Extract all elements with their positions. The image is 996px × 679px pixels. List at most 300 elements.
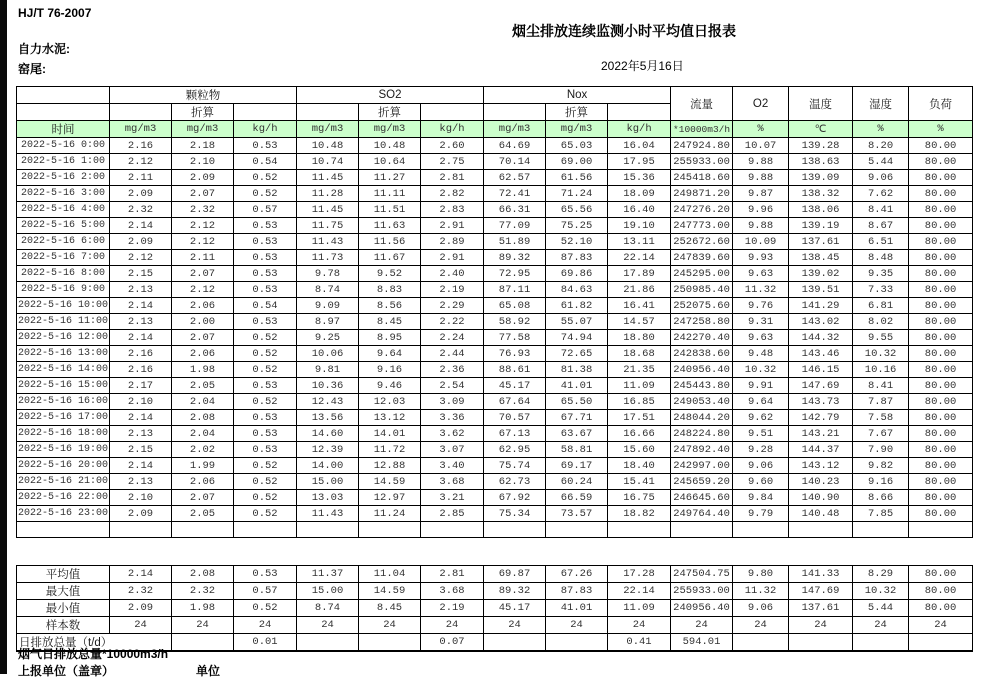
daily-total-value-cell [172, 634, 234, 652]
value-cell: 2.12 [110, 154, 172, 170]
unit-cell: kg/h [421, 121, 484, 138]
value-cell: 0.53 [234, 378, 297, 394]
value-cell: 10.74 [297, 154, 359, 170]
value-cell: 7.67 [853, 426, 909, 442]
value-cell: 80.00 [909, 458, 973, 474]
daily-total-label-cell: 日排放总量（t/d） [17, 634, 172, 652]
hour-row [17, 378, 973, 394]
value-cell: 10.36 [297, 378, 359, 394]
time-cell: 2022-5-16 1:00 [17, 154, 110, 170]
value-cell: 11.32 [733, 282, 789, 298]
value-cell: 74.94 [546, 330, 608, 346]
company-name: 自力水泥: [18, 42, 70, 56]
time-cell: 2022-5-16 17:00 [17, 410, 110, 426]
value-cell: 77.09 [484, 218, 546, 234]
value-cell: 9.87 [733, 186, 789, 202]
standard-number: HJ/T 76-2007 [18, 6, 92, 20]
time-cell: 2022-5-16 10:00 [17, 298, 110, 314]
value-cell: 2.17 [110, 378, 172, 394]
time-cell: 2022-5-16 14:00 [17, 362, 110, 378]
value-cell: 80.00 [909, 362, 973, 378]
value-cell: 9.78 [297, 266, 359, 282]
value-cell: 0.52 [234, 170, 297, 186]
summary-value-cell: 24 [234, 617, 297, 634]
value-cell: 2.05 [172, 378, 234, 394]
daily-total-value-cell: 0.07 [421, 634, 484, 652]
summary-value-cell: 137.61 [789, 600, 853, 617]
value-cell: 142.79 [789, 410, 853, 426]
value-cell: 9.06 [853, 170, 909, 186]
value-cell: 89.32 [484, 250, 546, 266]
value-cell: 10.64 [359, 154, 421, 170]
value-cell: 61.56 [546, 170, 608, 186]
report-date: 2022年5月16日 [601, 59, 684, 73]
value-cell: 248224.80 [671, 426, 733, 442]
summary-row [17, 617, 973, 634]
value-cell: 58.81 [546, 442, 608, 458]
value-cell: 2.40 [421, 266, 484, 282]
empty-cell [608, 104, 671, 121]
empty-cell [421, 522, 484, 538]
value-cell: 51.89 [484, 234, 546, 250]
daily-total-value-cell [359, 634, 421, 652]
hour-row [17, 394, 973, 410]
empty-cell [17, 104, 110, 121]
value-cell: 66.59 [546, 490, 608, 506]
value-cell: 2.12 [172, 234, 234, 250]
value-cell: 65.50 [546, 394, 608, 410]
value-cell: 61.82 [546, 298, 608, 314]
value-cell: 144.32 [789, 330, 853, 346]
value-cell: 247839.60 [671, 250, 733, 266]
value-cell: 3.62 [421, 426, 484, 442]
value-cell: 14.01 [359, 426, 421, 442]
value-cell: 255933.00 [671, 154, 733, 170]
value-cell: 1.98 [172, 362, 234, 378]
value-cell: 0.53 [234, 282, 297, 298]
value-cell: 11.09 [608, 378, 671, 394]
value-cell: 80.00 [909, 154, 973, 170]
summary-value-cell: 2.81 [421, 566, 484, 583]
value-cell: 18.09 [608, 186, 671, 202]
summary-value-cell: 8.45 [359, 600, 421, 617]
value-cell: 70.57 [484, 410, 546, 426]
value-cell: 52.10 [546, 234, 608, 250]
hour-row [17, 154, 973, 170]
empty-cell [909, 522, 973, 538]
summary-value-cell: 24 [110, 617, 172, 634]
value-cell: 11.56 [359, 234, 421, 250]
value-cell: 15.00 [297, 474, 359, 490]
value-cell: 2.06 [172, 346, 234, 362]
value-cell: 249871.20 [671, 186, 733, 202]
value-cell: 2.82 [421, 186, 484, 202]
value-cell: 7.85 [853, 506, 909, 522]
unit-cell: mg/m3 [359, 121, 421, 138]
value-cell: 0.53 [234, 234, 297, 250]
hour-row [17, 458, 973, 474]
hour-row [17, 218, 973, 234]
summary-value-cell: 2.09 [110, 600, 172, 617]
value-cell: 249764.40 [671, 506, 733, 522]
hour-row [17, 234, 973, 250]
value-cell: 12.03 [359, 394, 421, 410]
value-cell: 0.52 [234, 394, 297, 410]
value-cell: 252075.60 [671, 298, 733, 314]
empty-cell [421, 104, 484, 121]
value-cell: 9.63 [733, 266, 789, 282]
value-cell: 9.16 [853, 474, 909, 490]
value-cell: 2.16 [110, 138, 172, 154]
value-cell: 22.14 [608, 250, 671, 266]
value-cell: 2.60 [421, 138, 484, 154]
value-cell: 242270.40 [671, 330, 733, 346]
value-cell: 9.31 [733, 314, 789, 330]
value-cell: 247924.80 [671, 138, 733, 154]
time-header: 时间 [17, 121, 110, 138]
empty-cell [297, 104, 359, 121]
value-cell: 0.52 [234, 490, 297, 506]
value-cell: 9.96 [733, 202, 789, 218]
value-cell: 12.88 [359, 458, 421, 474]
value-cell: 58.92 [484, 314, 546, 330]
value-cell: 9.28 [733, 442, 789, 458]
value-cell: 9.46 [359, 378, 421, 394]
value-cell: 240956.40 [671, 362, 733, 378]
time-cell: 2022-5-16 2:00 [17, 170, 110, 186]
summary-value-cell: 80.00 [909, 566, 973, 583]
value-cell: 2.15 [110, 442, 172, 458]
value-cell: 0.53 [234, 426, 297, 442]
hour-row [17, 330, 973, 346]
corner-cell [17, 87, 110, 104]
value-cell: 2.89 [421, 234, 484, 250]
value-cell: 2.06 [172, 298, 234, 314]
value-cell: 9.51 [733, 426, 789, 442]
unit-cell: kg/h [234, 121, 297, 138]
value-cell: 2.12 [110, 250, 172, 266]
value-cell: 18.68 [608, 346, 671, 362]
value-cell: 8.45 [359, 314, 421, 330]
value-cell: 2.19 [421, 282, 484, 298]
value-cell: 9.81 [297, 362, 359, 378]
value-cell: 2.09 [110, 506, 172, 522]
value-cell: 2.02 [172, 442, 234, 458]
value-cell: 139.28 [789, 138, 853, 154]
value-cell: 67.71 [546, 410, 608, 426]
value-cell: 3.07 [421, 442, 484, 458]
value-cell: 62.73 [484, 474, 546, 490]
summary-label-cell: 平均值 [17, 566, 110, 583]
value-cell: 140.90 [789, 490, 853, 506]
value-cell: 7.58 [853, 410, 909, 426]
value-cell: 2.09 [110, 186, 172, 202]
empty-cell [234, 104, 297, 121]
hour-row [17, 266, 973, 282]
value-cell: 0.57 [234, 202, 297, 218]
value-cell: 80.00 [909, 410, 973, 426]
value-cell: 9.16 [359, 362, 421, 378]
value-cell: 0.54 [234, 154, 297, 170]
summary-row [17, 600, 973, 617]
value-cell: 11.45 [297, 202, 359, 218]
value-cell: 2.18 [172, 138, 234, 154]
value-cell: 87.83 [546, 250, 608, 266]
value-cell: 80.00 [909, 138, 973, 154]
window-edge-strip [0, 0, 7, 674]
summary-value-cell: 17.28 [608, 566, 671, 583]
unit-cell: mg/m3 [172, 121, 234, 138]
value-cell: 3.21 [421, 490, 484, 506]
time-cell: 2022-5-16 11:00 [17, 314, 110, 330]
value-cell: 9.79 [733, 506, 789, 522]
unit-cell: % [733, 121, 789, 138]
value-cell: 80.00 [909, 186, 973, 202]
value-cell: 10.07 [733, 138, 789, 154]
value-cell: 2.00 [172, 314, 234, 330]
summary-value-cell: 8.74 [297, 600, 359, 617]
value-cell: 87.11 [484, 282, 546, 298]
value-cell: 0.53 [234, 266, 297, 282]
value-cell: 41.01 [546, 378, 608, 394]
value-cell: 69.86 [546, 266, 608, 282]
value-cell: 80.00 [909, 234, 973, 250]
value-cell: 2.83 [421, 202, 484, 218]
value-cell: 2.13 [110, 474, 172, 490]
value-cell: 0.53 [234, 314, 297, 330]
unit-cell: mg/m3 [484, 121, 546, 138]
summary-value-cell: 67.26 [546, 566, 608, 583]
value-cell: 139.02 [789, 266, 853, 282]
value-cell: 80.00 [909, 170, 973, 186]
empty-cell [110, 104, 172, 121]
value-cell: 8.48 [853, 250, 909, 266]
daily-total-value-cell: 594.01 [671, 634, 733, 652]
pm-group-header: 颗粒物 [110, 87, 297, 104]
value-cell: 5.44 [853, 154, 909, 170]
value-cell: 18.40 [608, 458, 671, 474]
value-cell: 2.29 [421, 298, 484, 314]
hour-row [17, 250, 973, 266]
value-cell: 80.00 [909, 442, 973, 458]
value-cell: 0.53 [234, 442, 297, 458]
value-cell: 15.41 [608, 474, 671, 490]
value-cell: 11.51 [359, 202, 421, 218]
value-cell: 139.51 [789, 282, 853, 298]
unit-cell: % [909, 121, 973, 138]
value-cell: 248044.20 [671, 410, 733, 426]
summary-value-cell: 24 [421, 617, 484, 634]
value-cell: 249053.40 [671, 394, 733, 410]
summary-value-cell: 147.69 [789, 583, 853, 600]
hour-row [17, 474, 973, 490]
value-cell: 9.06 [733, 458, 789, 474]
value-cell: 80.00 [909, 474, 973, 490]
summary-value-cell: 14.59 [359, 583, 421, 600]
value-cell: 80.00 [909, 250, 973, 266]
value-cell: 75.25 [546, 218, 608, 234]
value-cell: 0.53 [234, 218, 297, 234]
time-cell: 2022-5-16 21:00 [17, 474, 110, 490]
hour-row [17, 442, 973, 458]
value-cell: 65.08 [484, 298, 546, 314]
value-cell: 9.64 [733, 394, 789, 410]
unit-cell-flow: *10000m3/h [671, 121, 733, 138]
summary-table [16, 565, 973, 652]
unit-cell: mg/m3 [110, 121, 172, 138]
summary-value-cell: 11.09 [608, 600, 671, 617]
value-cell: 80.00 [909, 506, 973, 522]
summary-value-cell: 2.32 [172, 583, 234, 600]
summary-value-cell: 11.37 [297, 566, 359, 583]
value-cell: 0.52 [234, 474, 297, 490]
value-cell: 11.27 [359, 170, 421, 186]
value-cell: 9.84 [733, 490, 789, 506]
value-cell: 72.41 [484, 186, 546, 202]
summary-value-cell: 9.06 [733, 600, 789, 617]
value-cell: 67.64 [484, 394, 546, 410]
empty-cell [172, 522, 234, 538]
value-cell: 1.99 [172, 458, 234, 474]
value-cell: 2.75 [421, 154, 484, 170]
value-cell: 7.33 [853, 282, 909, 298]
summary-value-cell: 87.83 [546, 583, 608, 600]
value-cell: 143.02 [789, 314, 853, 330]
value-cell: 3.40 [421, 458, 484, 474]
summary-value-cell: 2.14 [110, 566, 172, 583]
value-cell: 17.51 [608, 410, 671, 426]
unit-cell: % [853, 121, 909, 138]
summary-value-cell: 80.00 [909, 600, 973, 617]
value-cell: 11.45 [297, 170, 359, 186]
summary-value-cell: 15.00 [297, 583, 359, 600]
value-cell: 63.67 [546, 426, 608, 442]
value-cell: 2.07 [172, 490, 234, 506]
time-cell: 2022-5-16 9:00 [17, 282, 110, 298]
value-cell: 13.12 [359, 410, 421, 426]
value-cell: 14.57 [608, 314, 671, 330]
value-cell: 71.24 [546, 186, 608, 202]
value-cell: 12.39 [297, 442, 359, 458]
value-cell: 2.44 [421, 346, 484, 362]
value-cell: 3.68 [421, 474, 484, 490]
value-cell: 7.62 [853, 186, 909, 202]
value-cell: 2.36 [421, 362, 484, 378]
empty-cell [110, 522, 172, 538]
daily-total-value-cell [909, 634, 973, 652]
value-cell: 67.13 [484, 426, 546, 442]
daily-total-value-cell [484, 634, 546, 652]
value-cell: 14.60 [297, 426, 359, 442]
value-cell: 0.54 [234, 298, 297, 314]
value-cell: 2.13 [110, 282, 172, 298]
value-cell: 245659.20 [671, 474, 733, 490]
empty-cell [484, 522, 546, 538]
unit-label: 单位 [196, 664, 221, 678]
value-cell: 2.85 [421, 506, 484, 522]
summary-rows [17, 566, 973, 652]
value-cell: 9.91 [733, 378, 789, 394]
empty-cell [608, 522, 671, 538]
value-cell: 3.36 [421, 410, 484, 426]
value-cell: 138.45 [789, 250, 853, 266]
value-cell: 10.06 [297, 346, 359, 362]
summary-value-cell: 0.57 [234, 583, 297, 600]
value-cell: 139.19 [789, 218, 853, 234]
value-cell: 9.52 [359, 266, 421, 282]
summary-value-cell: 80.00 [909, 583, 973, 600]
summary-value-cell: 0.53 [234, 566, 297, 583]
value-cell: 138.63 [789, 154, 853, 170]
value-cell: 64.69 [484, 138, 546, 154]
value-cell: 143.12 [789, 458, 853, 474]
summary-value-cell: 3.68 [421, 583, 484, 600]
summary-label-cell: 最大值 [17, 583, 110, 600]
daily-total-value-cell [733, 634, 789, 652]
value-cell: 2.32 [110, 202, 172, 218]
time-cell: 2022-5-16 8:00 [17, 266, 110, 282]
pm-converted-header: 折算 [172, 104, 234, 121]
value-cell: 80.00 [909, 330, 973, 346]
summary-value-cell: 69.87 [484, 566, 546, 583]
summary-value-cell: 240956.40 [671, 600, 733, 617]
value-cell: 67.92 [484, 490, 546, 506]
empty-cell [733, 522, 789, 538]
value-cell: 7.87 [853, 394, 909, 410]
report-title: 烟尘排放连续监测小时平均值日报表 [512, 23, 736, 39]
summary-value-cell: 141.33 [789, 566, 853, 583]
empty-cell [297, 522, 359, 538]
value-cell: 242997.00 [671, 458, 733, 474]
humidity-header: 湿度 [853, 87, 909, 121]
summary-value-cell: 24 [671, 617, 733, 634]
value-cell: 2.09 [172, 170, 234, 186]
value-cell: 8.20 [853, 138, 909, 154]
daily-total-value-cell: 0.01 [234, 634, 297, 652]
time-cell: 2022-5-16 20:00 [17, 458, 110, 474]
summary-row [17, 566, 973, 583]
empty-cell [546, 522, 608, 538]
value-cell: 2.04 [172, 426, 234, 442]
value-cell: 16.41 [608, 298, 671, 314]
hour-row [17, 170, 973, 186]
value-cell: 2.13 [110, 426, 172, 442]
value-cell: 11.43 [297, 234, 359, 250]
empty-cell [671, 522, 733, 538]
value-cell: 11.43 [297, 506, 359, 522]
value-cell: 10.32 [733, 362, 789, 378]
value-cell: 14.00 [297, 458, 359, 474]
value-cell: 16.66 [608, 426, 671, 442]
empty-cell [789, 522, 853, 538]
daily-total-value-cell [853, 634, 909, 652]
temperature-header: 温度 [789, 87, 853, 121]
value-cell: 18.80 [608, 330, 671, 346]
summary-label-cell: 最小值 [17, 600, 110, 617]
value-cell: 2.10 [172, 154, 234, 170]
time-cell: 2022-5-16 3:00 [17, 186, 110, 202]
value-cell: 2.22 [421, 314, 484, 330]
flow-header: 流量 [671, 87, 733, 121]
time-cell: 2022-5-16 15:00 [17, 378, 110, 394]
summary-value-cell: 24 [359, 617, 421, 634]
hour-row [17, 410, 973, 426]
time-cell: 2022-5-16 23:00 [17, 506, 110, 522]
value-cell: 72.65 [546, 346, 608, 362]
summary-value-cell: 41.01 [546, 600, 608, 617]
value-cell: 9.88 [733, 154, 789, 170]
value-cell: 8.41 [853, 202, 909, 218]
